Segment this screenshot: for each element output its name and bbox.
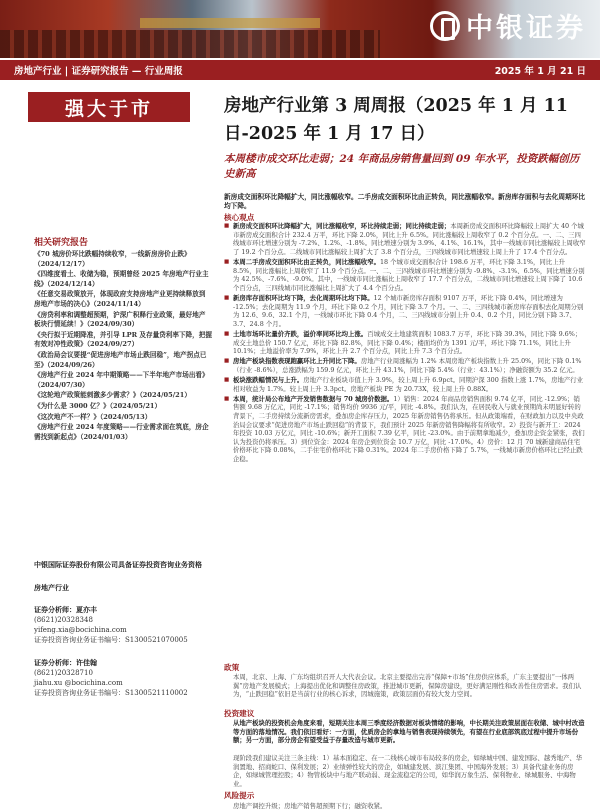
related-item[interactable]: 《任意交易政策放开，体现政府支持房地产业更持续释放到房地产市场的决心》（2024/11/14） [34, 290, 206, 308]
sector-name: 房地产行业 [34, 583, 69, 592]
related-item[interactable]: 《70 城房价环比跌幅持续收窄，一线新房房价止跌》（2024/12/17） [34, 250, 191, 268]
brand-logo [430, 6, 586, 45]
brand-name: 中银证券 [466, 13, 586, 44]
core-point-key: 房地产板块指数表现跑赢环比上升同比下降。 [233, 357, 361, 366]
core-point [224, 258, 586, 292]
section-core: 核心观点 [224, 213, 255, 222]
core-point-text: 房地产行业周涨幅为 1.2% 本周房地产板块指数上升 25.0%，同比下降 0.1%（行业 -8.6%），总涨跌幅为 159.9 亿元，环比上升 43.1%，同比下降 5.4%（行业：43.1%）；净融资额为 35.2 亿元。 [233, 357, 582, 374]
core-point-text: 12 个城市新房库存面积 9107 万平，环比下降 0.4%，同比增速为 -12.5%；去化周期为 11.9 个月，环比下降 0.2 个月，同比下降 3.7 个月。一、二、三四线城市新房库存面积去化周期分别为 12.6、9.6、32.1 个月，一线城市环比下降 0.4 个月，二、三四线城市分别上升 0.4、0.2 个月，同比分别下降 3.7、3.7、24.8 个月。 [233, 293, 584, 328]
related-item[interactable]: 《政治局会议要提“促进房地产市场止跌回稳”，地产拐点已至》（2024/09/26） [34, 350, 207, 369]
core-point [224, 294, 586, 328]
core-point [224, 376, 586, 393]
core-point [224, 330, 586, 356]
report-subtitle: 本周楼市成交环比走弱；24 年商品房销售量回到 09 年水平，投资跌幅创历史新高 [224, 153, 580, 180]
core-point-text: 房地产行业板块市值上升 3.9%，较上周上升 6.9pct。同期沪深 300 指数上涨 1.7%，房地产行业相对收益为 1.7%。较上周上升 3.3pct。房地产板块 PE 为 20.73X，较上周上升 0.88X。 [233, 376, 584, 393]
core-point-key: 新房成交面积环比降幅扩大，同比涨幅收窄，环比持续走弱；同比持续走弱； [233, 222, 451, 230]
core-point [224, 357, 586, 374]
report-topbar [0, 60, 600, 80]
related-item[interactable]: 《四维度看土、收储为稳，预期曾经 2025 年房地产行业主线》（2024/12/14） [34, 270, 209, 288]
main-content [224, 80, 592, 810]
core-point-key: 土地市场环比量价齐跌，溢价率同环比均上涨。 [233, 329, 368, 338]
palace-roof-illustration [0, 30, 380, 58]
core-point-key: 板块涨跌幅情况与上升。 [233, 376, 304, 385]
related-item[interactable]: 《这次地产不一样？》（2024/05/13） [34, 412, 152, 421]
related-list [34, 250, 212, 443]
core-point-text: 18 个城市成交面积合计 198.6 万平，环比下降 3.1%，同比上升 8.5%，同比涨幅比上周收窄了 11.9 个百分点。一、二、三四线城市环比增速分别为 -9.8%、-3.1%、6.5%，同比增速分别为 42.5%、-7.6%、-9.0%。其中，一线城市同比涨幅比上周收窄了 17.7 个百分点，二线城市同比增速较上周下降了 10.6 个百分点，三四线城市同比涨幅比上周扩大了 4.4 个百分点。 [233, 257, 585, 292]
risk-text: 房地产调控升级；房地产销售超预期下行；融资收紧。 [233, 802, 387, 810]
core-point-text: 百城成交土地建筑面积 1083.7 万平，环比下降 39.3%，同比下降 9.6%；成交土地总价 150.7 亿元，环比下降 82.8%，同比下降 0.4%；楼面均价为 1391 元/平，环比下降 71.1%，同比上升 10.1%；土地溢价率为 7.9%，环比上升 2.7 个百分点，同比上升 7.3 个百分点。 [233, 329, 582, 356]
related-heading: 相关研究报告 [34, 238, 89, 248]
analyst-phone: (8621)20328710 [34, 669, 93, 677]
analyst-block [34, 658, 212, 698]
analyst-name: 证券分析师：夏亦丰 [34, 605, 97, 614]
lead-summary: 新房成交面积环比降幅扩大，同比涨幅收窄。二手房成交面积环比由正转负，同比涨幅收窄。新房库存面积与去化周期环比均下降。 [224, 193, 586, 211]
analyst-phone: (8621)20328348 [34, 616, 93, 624]
palace-gold-trim [140, 18, 320, 28]
related-item[interactable]: 《为什么是 3000 亿？》（2024/05/21） [34, 401, 162, 410]
core-points-list [224, 222, 586, 465]
core-point-key: 本周二手房成交面积环比由正转负，同比涨幅收窄。 [233, 257, 380, 266]
analyst-cert: 证券投资咨询业务证书编号：S1300521070005 [34, 636, 188, 644]
core-point [224, 395, 586, 464]
analyst-block [34, 605, 212, 645]
invest-picks: 现阶段我们建议关注三条主线：1）基本面稳定、在一二线核心城市布局较多的房企，如绿城中国、建发国际、越秀地产、华润置地、招商蛇口、保利发展；2）业绩弹性较大的房企，如城建发展、滨江集团、中国海外发展；3）具备代建业务的房企，如绿城管理控股；4）物管板块中与地产联动弱、现金流稳定的公司，如华润万象生活、保利物业、绿城服务、中海物业。 [233, 754, 583, 788]
related-item[interactable]: 《房地产行业 2024 年中期策略——下半年地产市场出看》（2024/07/30） [34, 371, 209, 389]
firm-qualification: 中银国际证券股份有限公司具备证券投资咨询业务资格 [34, 560, 202, 569]
core-point-text: 1）销售：2024 年商品房销售面积 9.74 亿平，同比 -12.9%；销售额 9.68 万亿元，同比 -17.1%；销售均价 9936 元/平，同比 -4.8%。我们认为，在居民收入与就业预期尚未明显好转的背景下，二手房持续分流新房需求，叠加房企库存压力，2025 年新房销售仍将承压。但从政策端看，在财政加力以及中央政治局会议要求“促进房地产市场止跌回稳”的背景下，我们预计 2025 年新房销售降幅将有所收窄。2）投资与新开工：2024 年投资 10.03 万亿元，同比 -10.6%；新开工面积 7.39 亿平，同比 -23.0%。由于前期拿地减少，叠加房企资金紧张，我们认为投资仍将承压。3）到位资金：2024 年房企到位资金 10.7 万亿，同比 -17.0%。4）房价：12 月 70 城新建商品住宅价格环比下降 0.08%，二手住宅价格环比下降 0.31%。2024 年二手房价格下降了 5.7%，一线城市新房价格环比已经止跌企稳。 [233, 394, 585, 463]
report-title: 房地产行业第 3 周周报（2025 年 1 月 11 日-2025 年 1 月 17 日） [224, 96, 568, 144]
analyst-email[interactable]: jiahu.xu @bocichina.com [34, 679, 123, 687]
related-item[interactable]: 《这轮地产政策能刺激多少需求？》（2024/05/21） [34, 391, 191, 400]
sidebar [0, 80, 216, 800]
section-invest: 投资建议 [224, 709, 255, 718]
report-category: 房地产行业 | 证券研究报告 — 行业周报 [14, 66, 183, 77]
related-item[interactable]: 《房贷利率和调整超预期，沪深广积释行业政策，最好地产板块行情延续！》（2024/09/30） [34, 310, 206, 329]
core-point [224, 222, 586, 256]
core-point-text: 本周新房成交面积环比降幅较上周扩大 40 个城市新房成交面积合计 232.4 万平，环比下降 2.0%，同比上升 6.5%。同比涨幅较上周收窄了 0.2 个百分点。一、二、三四线城市环比增速分别为 -7.2%、1.2%、-1.8%。同比增速分别为 3.9%、4.1%、16.1%，其中一线城市同比涨幅较上周收窄了 19.2 个百分点。二线城市同比涨幅较上周扩大了 3.8 个百分点，三四线城市同比增速较上周上升了 17.4 个百分点。 [233, 222, 586, 256]
analyst-email[interactable]: yifeng.xia@bocichina.com [34, 626, 127, 634]
report-date: 2025 年 1 月 21 日 [494, 66, 586, 77]
related-item[interactable]: 《央行拟于近期降准，并引导 LPR 及存量贷利率下降，把握有效对冲性政策》（2024/09/27） [34, 330, 212, 349]
policy-text: 本周，北京、上海、广东均组织召开人大代表会议。北京主要提出完善“保障+市场”住房供应体系，广东主要提出“一体两翼”房地产发展模式；上海提出优化和调整住房政策，推进城市更新，保障房建设，更好满足刚性和改善性住房需求。我们认为，“止跌回稳”依旧是当前行业的核心诉求，因城施策，政策层面仍有较大发力空间。 [233, 673, 582, 699]
header-banner [0, 0, 600, 58]
section-policy: 政策 [224, 663, 240, 672]
core-point-key: 新房库存面积环比均下降，去化周期环比均下降。 [233, 293, 374, 302]
section-risk: 风险提示 [224, 791, 255, 800]
rating-badge: 强大于市 [28, 92, 190, 122]
bank-logo-icon [430, 11, 460, 41]
analyst-cert: 证券投资咨询业务证书编号：S1300521110002 [34, 689, 188, 697]
related-item[interactable]: 《房地产行业 2024 年度策略——行业需求面在筑底，房企需找到新起点》（2024/01/03） [34, 423, 209, 441]
invest-text: 从地产板块的投资机会角度来看，短期关注本周三季度经济数据对板块情绪的影响，中长期关注政策层面在收储、城中村改造等方面的落地情况。我们依旧看好：一方面，优质房企的拿地与销售表现持续领先，有望在行业底部筑底过程中提升市场份额；另一方面，部分房企有望受益于存量改造与城市更新。 [233, 719, 585, 745]
analyst-name: 证券分析师：许佳翰 [34, 658, 97, 667]
core-point-key: 本周，统计局公布地产开发销售数据与 70 城房价数据。 [233, 394, 394, 403]
